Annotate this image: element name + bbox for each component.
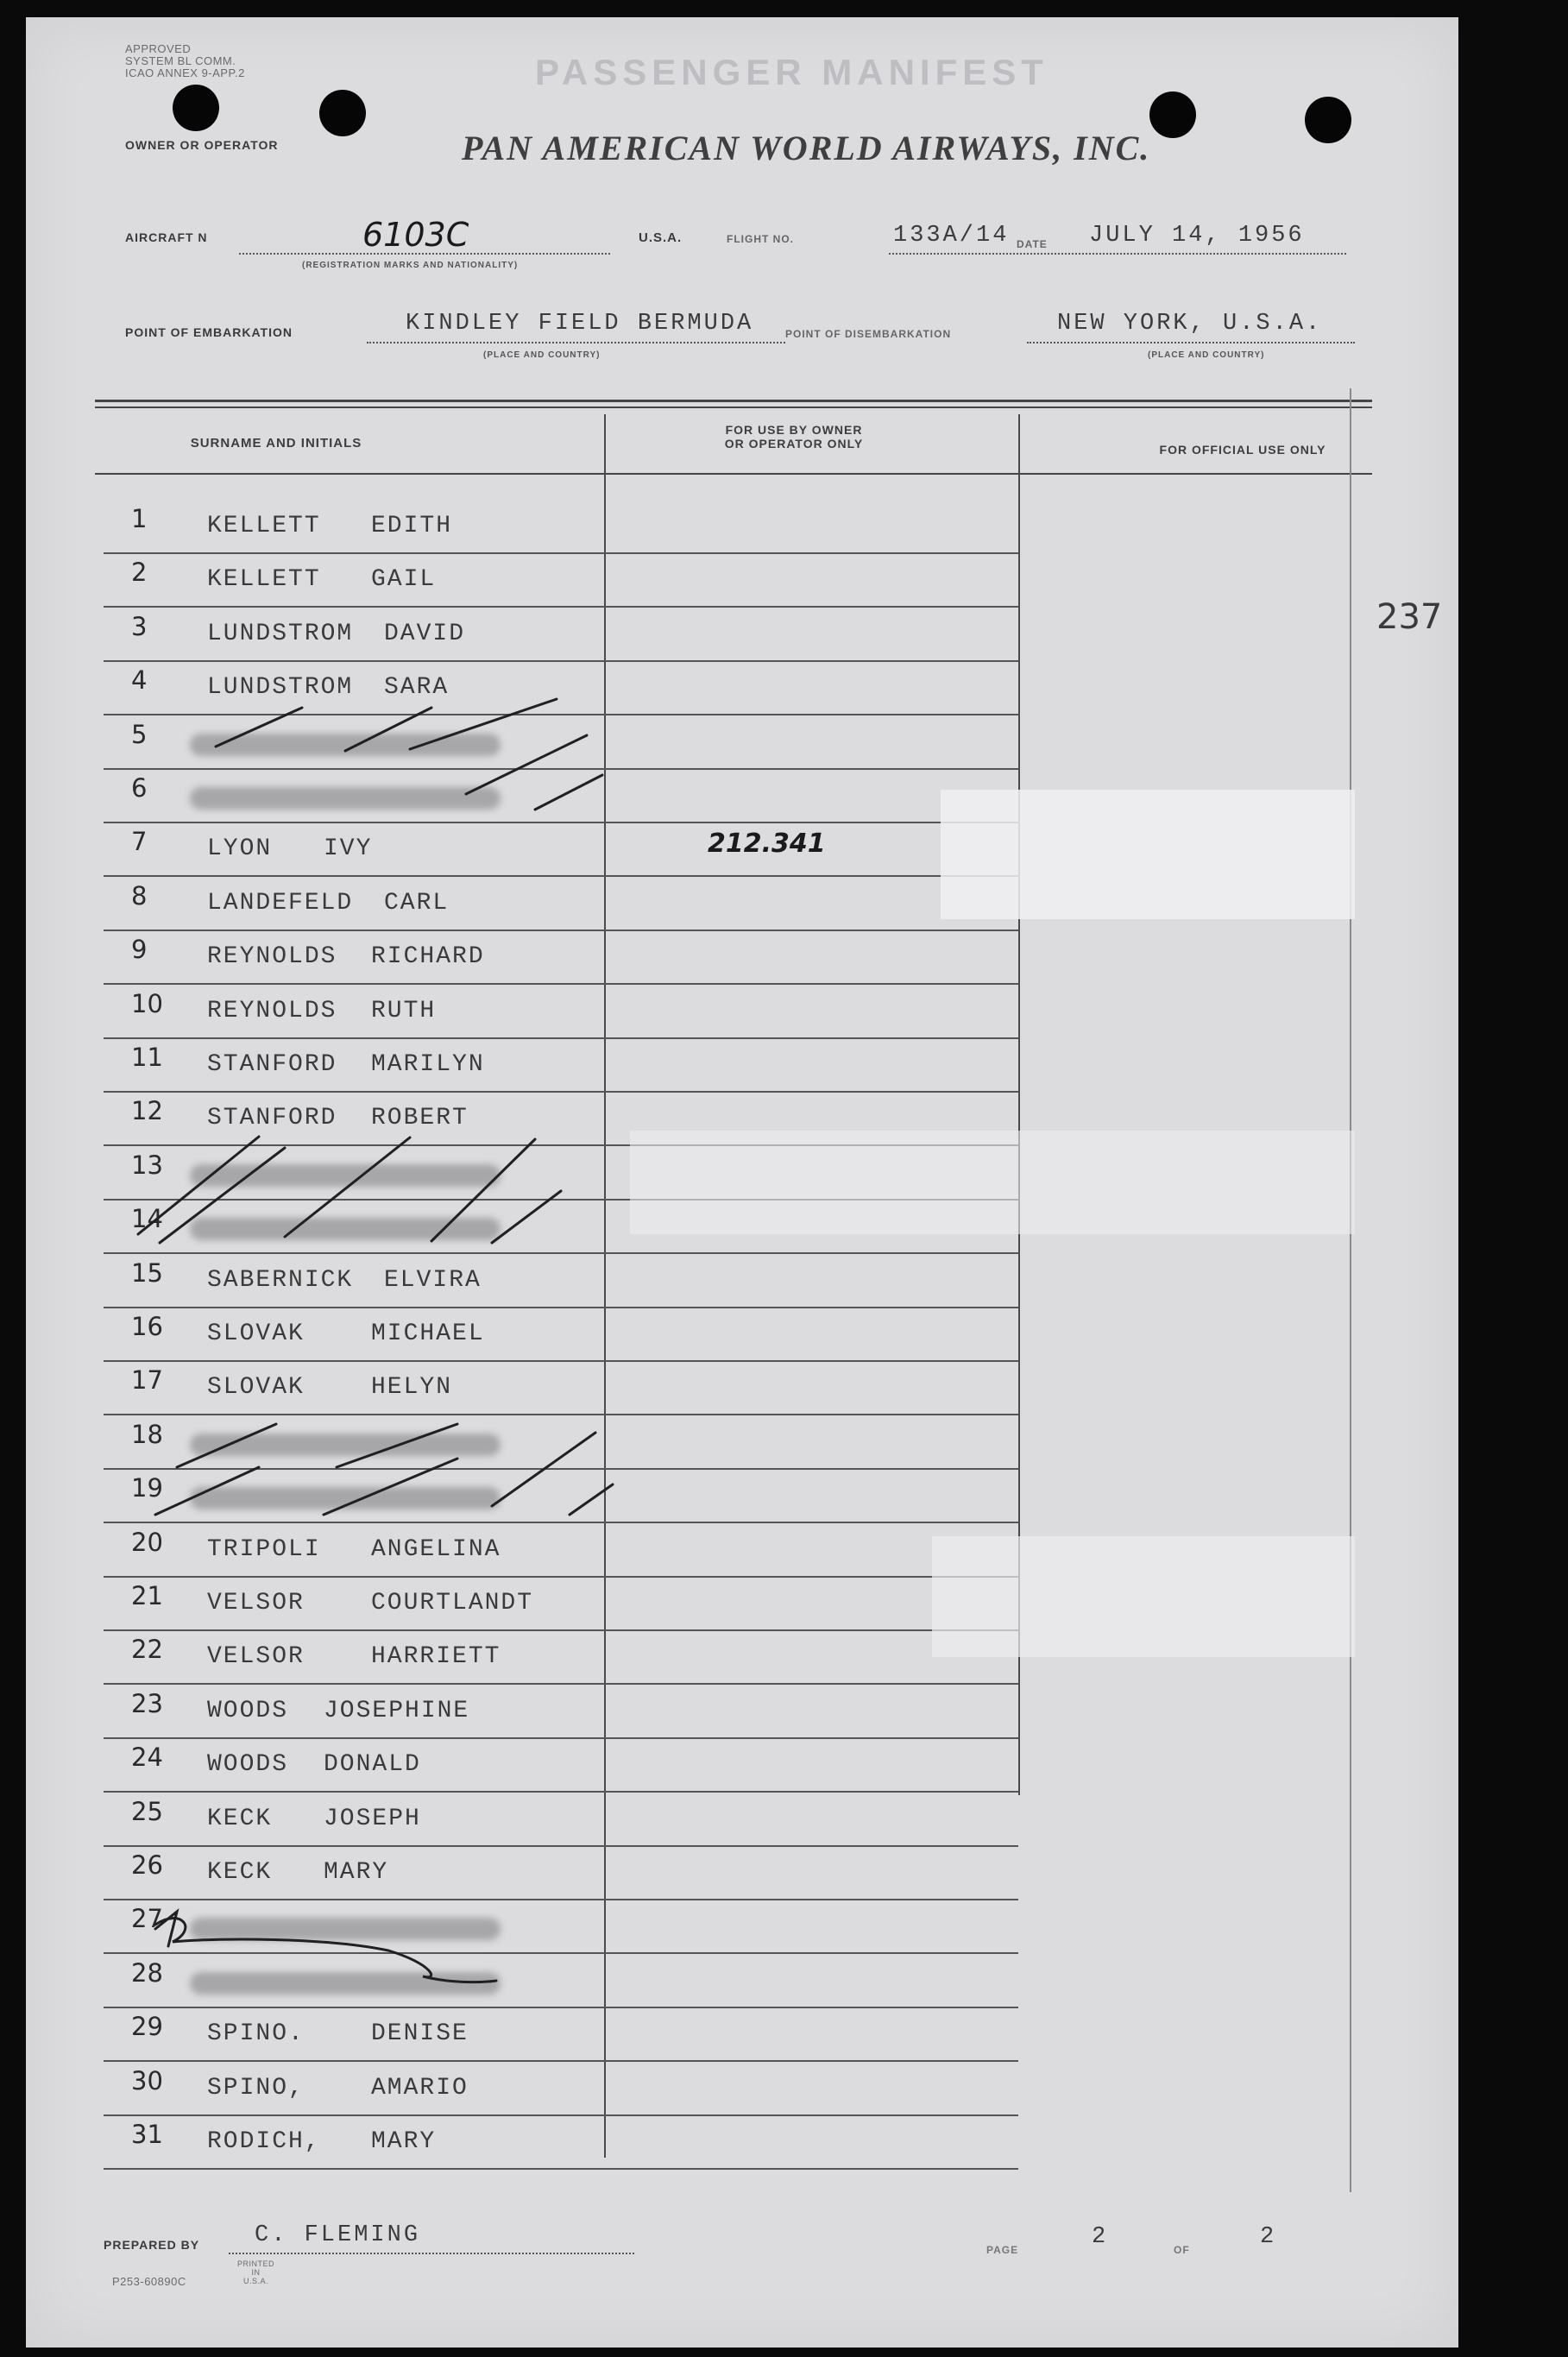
row-number: 27 — [131, 1904, 163, 1934]
passenger-surname: REYNOLDS — [207, 997, 337, 1024]
passenger-surname: REYNOLDS — [207, 943, 337, 971]
passenger-surname: KELLETT — [207, 566, 321, 594]
form-title: PASSENGER MANIFEST — [535, 52, 1048, 92]
row-number: 12 — [131, 1096, 163, 1126]
passenger-surname: LUNDSTROM — [207, 674, 354, 702]
owner-note: 212.341 — [708, 829, 826, 859]
passenger-given-name: HARRIETT — [371, 1643, 501, 1671]
passenger-surname: LUNDSTROM — [207, 620, 354, 647]
embarkation-label: POINT OF EMBARKATION — [125, 325, 293, 339]
disembarkation-place: NEW YORK, U.S.A. — [1057, 311, 1323, 337]
passenger-row — [104, 1847, 1018, 1900]
passenger-row — [104, 1362, 1018, 1415]
embarkation-sub: (PLACE AND COUNTRY) — [483, 350, 601, 360]
passenger-surname: WOODS — [207, 1697, 289, 1724]
passenger-surname: SPINO, — [207, 2074, 305, 2102]
passenger-row — [104, 1631, 1018, 1685]
col-owner-header: FOR USE BY OWNER OR OPERATOR ONLY — [724, 423, 864, 451]
row-number: 19 — [131, 1473, 163, 1503]
passenger-row — [104, 608, 1018, 662]
passenger-row — [104, 662, 1018, 715]
row-number: 21 — [131, 1581, 163, 1610]
embarkation-place: KINDLEY FIELD BERMUDA — [406, 311, 754, 337]
row-number: 10 — [131, 988, 163, 1018]
row-number: 18 — [131, 1419, 163, 1449]
page-number: 2 — [1092, 2224, 1109, 2250]
erased-entry — [190, 1487, 501, 1509]
passenger-given-name: HELYN — [371, 1374, 453, 1402]
embark-underline — [367, 342, 785, 343]
erased-entry — [190, 1918, 501, 1940]
passenger-row — [104, 1900, 1018, 1954]
passenger-row — [104, 1686, 1018, 1739]
col-official-header: FOR OFFICIAL USE ONLY — [1159, 443, 1326, 457]
passenger-row — [104, 986, 1018, 1039]
erased-entry — [190, 734, 501, 756]
header-bottom-rule — [95, 473, 1372, 475]
passenger-row — [104, 716, 1018, 770]
passenger-given-name: ANGELINA — [371, 1535, 501, 1563]
passenger-row — [104, 1524, 1018, 1578]
passenger-given-name: EDITH — [371, 513, 453, 539]
passenger-row — [104, 1793, 1018, 1847]
row-number: 26 — [131, 1850, 163, 1880]
passenger-surname: KECK — [207, 1859, 273, 1886]
faded-area — [630, 1131, 1355, 1234]
row-number: 14 — [131, 1204, 163, 1234]
passenger-given-name: MARILYN — [371, 1051, 485, 1078]
passenger-given-name: MICHAEL — [371, 1320, 485, 1347]
of-label: OF — [1174, 2244, 1190, 2256]
manifest-sheet — [26, 17, 1458, 2348]
table-top-rule-2 — [95, 406, 1372, 408]
row-number: 4 — [131, 665, 148, 696]
nationality: U.S.A. — [639, 230, 683, 245]
passenger-row — [104, 823, 1018, 877]
punch-hole — [1149, 91, 1196, 138]
form-number: P253-60890C — [112, 2275, 186, 2288]
erased-entry — [190, 1972, 501, 1995]
passenger-row — [104, 501, 1018, 554]
passenger-surname: SLOVAK — [207, 1320, 305, 1347]
passenger-given-name: CARL — [384, 889, 450, 917]
printed-in: PRINTED IN U.S.A. — [237, 2259, 275, 2285]
passenger-row — [104, 2063, 1018, 2116]
passenger-given-name: RICHARD — [371, 943, 485, 971]
passenger-surname: SPINO. — [207, 2020, 305, 2048]
erased-entry — [190, 1164, 501, 1187]
row-number: 31 — [131, 2120, 163, 2149]
row-number: 8 — [131, 880, 148, 911]
passenger-given-name: RUTH — [371, 997, 437, 1024]
row-number: 5 — [131, 719, 148, 749]
page-label: PAGE — [986, 2244, 1019, 2256]
passenger-given-name: ROBERT — [371, 1105, 469, 1132]
passenger-row — [104, 1039, 1018, 1093]
faded-area — [941, 790, 1355, 919]
passenger-row — [104, 2008, 1018, 2062]
faded-area — [932, 1536, 1355, 1657]
col-surname-header: SURNAME AND INITIALS — [190, 436, 362, 451]
right-border — [1350, 388, 1351, 2192]
passenger-given-name: JOSEPH — [324, 1805, 421, 1832]
prepared-label: PREPARED BY — [104, 2238, 200, 2252]
passenger-row — [104, 1255, 1018, 1308]
passenger-given-name: DAVID — [384, 620, 466, 647]
passenger-row — [104, 770, 1018, 823]
passenger-surname: LYON — [207, 835, 273, 863]
punch-hole — [319, 90, 366, 136]
row-number: 11 — [131, 1043, 163, 1072]
row-number: 23 — [131, 1688, 163, 1718]
row-number: 9 — [131, 935, 148, 965]
erased-entry — [190, 1218, 501, 1240]
passenger-given-name: DONALD — [324, 1751, 421, 1779]
passenger-surname: WOODS — [207, 1751, 289, 1779]
row-number: 30 — [131, 2065, 163, 2095]
passenger-row — [104, 2116, 1018, 2170]
prepared-by: C. FLEMING — [255, 2222, 421, 2248]
passenger-given-name: ELVIRA — [384, 1266, 482, 1294]
disembarkation-sub: (PLACE AND COUNTRY) — [1148, 350, 1265, 360]
passenger-surname: SLOVAK — [207, 1374, 305, 1402]
row-number: 24 — [131, 1743, 163, 1773]
row-number: 25 — [131, 1796, 163, 1826]
punch-hole — [1305, 97, 1351, 143]
row-number: 20 — [131, 1527, 163, 1557]
approval-text: APPROVED SYSTEM BL COMM. ICAO ANNEX 9-APP.2 — [125, 42, 245, 79]
passenger-surname: STANFORD — [207, 1051, 337, 1078]
passenger-surname: VELSOR — [207, 1643, 305, 1671]
row-number: 6 — [131, 773, 148, 803]
punch-hole — [173, 85, 219, 131]
row-number: 1 — [131, 504, 148, 533]
erased-entry — [190, 1434, 501, 1456]
page-total: 2 — [1260, 2224, 1277, 2250]
aircraft-number: 6103C — [362, 216, 469, 254]
passenger-row — [104, 1578, 1018, 1631]
passenger-surname: TRIPOLI — [207, 1535, 321, 1563]
passenger-row — [104, 1470, 1018, 1523]
passenger-row — [104, 878, 1018, 931]
row-number: 7 — [131, 827, 148, 857]
aircraft-sub: (REGISTRATION MARKS AND NATIONALITY) — [302, 261, 519, 270]
passenger-surname: STANFORD — [207, 1105, 337, 1132]
row-number: 17 — [131, 1365, 163, 1396]
flight-date: JULY 14, 1956 — [1089, 223, 1305, 249]
date-underline — [889, 253, 1346, 255]
prepared-underline — [229, 2253, 634, 2254]
passenger-row — [104, 1308, 1018, 1362]
erased-entry — [190, 787, 501, 810]
passenger-surname: KELLETT — [207, 513, 321, 539]
row-number: 13 — [131, 1150, 163, 1180]
margin-note: 237 — [1376, 597, 1443, 637]
passenger-row — [104, 1955, 1018, 2008]
row-number: 29 — [131, 2012, 163, 2042]
passenger-row — [104, 1739, 1018, 1793]
disembark-underline — [1027, 342, 1355, 343]
flight-number: 133A/14 — [893, 223, 1010, 249]
passenger-row — [104, 554, 1018, 608]
passenger-given-name: COURTLANDT — [371, 1590, 534, 1616]
passenger-given-name: AMARIO — [371, 2074, 469, 2102]
passenger-given-name: JOSEPHINE — [324, 1697, 470, 1724]
owner-label: OWNER OR OPERATOR — [125, 138, 279, 152]
row-number: 22 — [131, 1635, 163, 1665]
passenger-given-name: SARA — [384, 674, 450, 702]
passenger-given-name: GAIL — [371, 566, 437, 594]
row-number: 2 — [131, 558, 148, 588]
row-line — [104, 2168, 1018, 2170]
table-top-rule — [95, 400, 1372, 402]
passenger-surname: LANDEFELD — [207, 889, 354, 917]
disembarkation-label: POINT OF DISEMBARKATION — [785, 328, 952, 340]
flight-label: FLIGHT NO. — [727, 233, 794, 245]
row-number: 15 — [131, 1257, 163, 1288]
passenger-row — [104, 931, 1018, 985]
date-label: DATE — [1017, 238, 1048, 250]
passenger-given-name: MARY — [371, 2128, 437, 2155]
passenger-given-name: IVY — [324, 835, 373, 863]
passenger-surname: RODICH, — [207, 2128, 321, 2155]
passenger-surname: KECK — [207, 1805, 273, 1832]
passenger-surname: VELSOR — [207, 1590, 305, 1616]
passenger-given-name: MARY — [324, 1859, 389, 1886]
row-number: 16 — [131, 1312, 163, 1341]
passenger-given-name: DENISE — [371, 2020, 469, 2048]
passenger-row — [104, 1416, 1018, 1470]
aircraft-label: AIRCRAFT N — [125, 230, 208, 244]
passenger-surname: SABERNICK — [207, 1266, 354, 1294]
company-name: PAN AMERICAN WORLD AIRWAYS, INC. — [462, 129, 1151, 167]
row-number: 3 — [131, 611, 148, 641]
row-number: 28 — [131, 1957, 163, 1988]
